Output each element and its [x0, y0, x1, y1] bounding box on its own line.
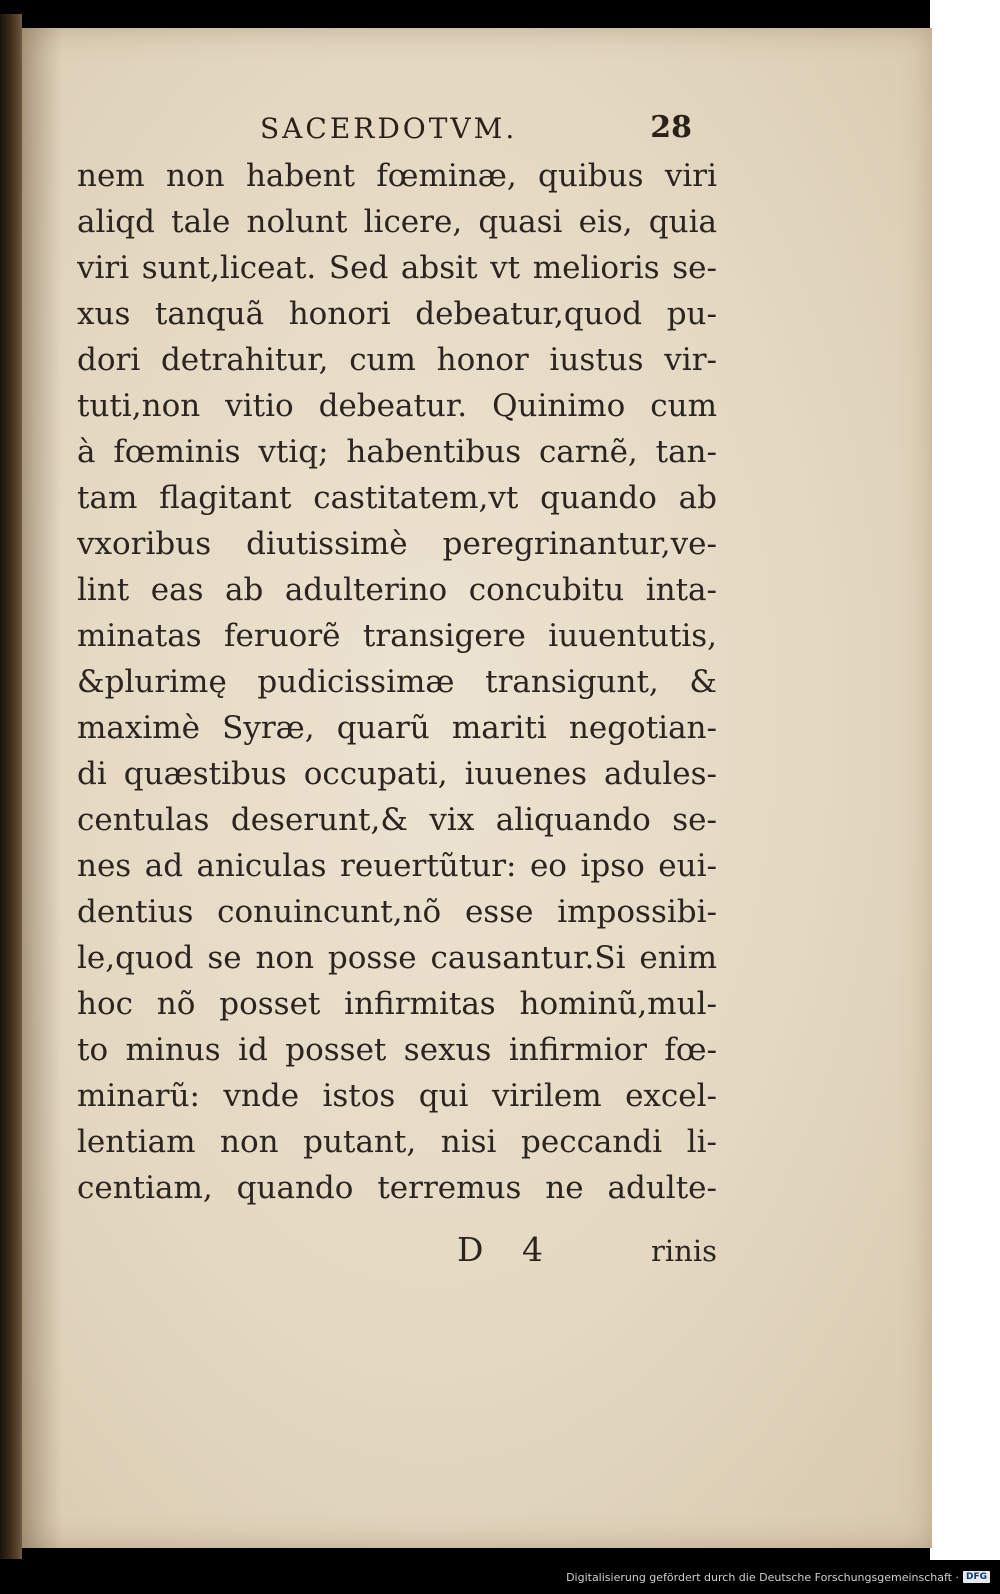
text-line: &plurimę pudicissimæ transigunt, &	[77, 664, 717, 700]
text-line: to minus id posset sexus infirmior fœ-	[77, 1032, 717, 1068]
text-line: le,quod se non posse causantur.Si enim	[77, 940, 717, 976]
text-line: centiam, quando terremus ne adulte-	[77, 1170, 717, 1206]
dfg-logo: DFG	[963, 1571, 990, 1583]
text-line: di quæstibus occupati, iuuenes adules-	[77, 756, 717, 792]
credit-text: Digitalisierung gefördert durch die Deutsche Forschungsgemeinschaft ·	[566, 1570, 959, 1584]
signature-mark: D 4	[457, 1230, 557, 1269]
text-line: centulas deserunt,& vix aliquando se-	[77, 802, 717, 838]
scan-background-right	[930, 0, 1000, 1560]
text-line: dori detrahitur, cum honor iustus vir-	[77, 342, 717, 378]
page-footer	[77, 1230, 717, 1280]
text-line: minatas feruorẽ transigere iuuentutis,	[77, 618, 717, 654]
text-line: nes ad aniculas reuertũtur: eo ipso eui-	[77, 848, 717, 884]
text-line: à fœminis vtiq; habentibus carnẽ, tan-	[77, 434, 717, 470]
book-page	[22, 28, 932, 1548]
text-line: xus tanquã honori debeatur,quod pu-	[77, 296, 717, 332]
text-line: nem non habent fœminæ, quibus viri	[77, 158, 717, 194]
page-number: 28	[650, 110, 692, 145]
running-head	[232, 112, 692, 152]
text-line: hoc nõ posset infirmitas hominũ,mul-	[77, 986, 717, 1022]
book-binding-edge	[0, 14, 22, 1559]
text-line: minarũ: vnde istos qui virilem excel-	[77, 1078, 717, 1114]
text-line: lentiam non putant, nisi peccandi li-	[77, 1124, 717, 1160]
digitization-credit	[566, 1566, 990, 1588]
text-line: tam flagitant castitatem,vt quando ab	[77, 480, 717, 516]
text-line: vxoribus diutissimè peregrinantur,ve-	[77, 526, 717, 562]
text-line: viri sunt,liceat. Sed absit vt melioris se-	[77, 250, 717, 286]
text-line: dentius conuincunt,nõ esse impossibi-	[77, 894, 717, 930]
text-line: maximè Syræ, quarũ mariti negotian-	[77, 710, 717, 746]
running-title: SACERDOTVM.	[260, 112, 518, 145]
text-line: lint eas ab adulterino concubitu inta-	[77, 572, 717, 608]
body-text	[77, 153, 717, 1211]
text-line: aliqd tale nolunt licere, quasi eis, quia	[77, 204, 717, 240]
text-line: tuti,non vitio debeatur. Quinimo cum	[77, 388, 717, 424]
catchword: rinis	[651, 1234, 717, 1268]
